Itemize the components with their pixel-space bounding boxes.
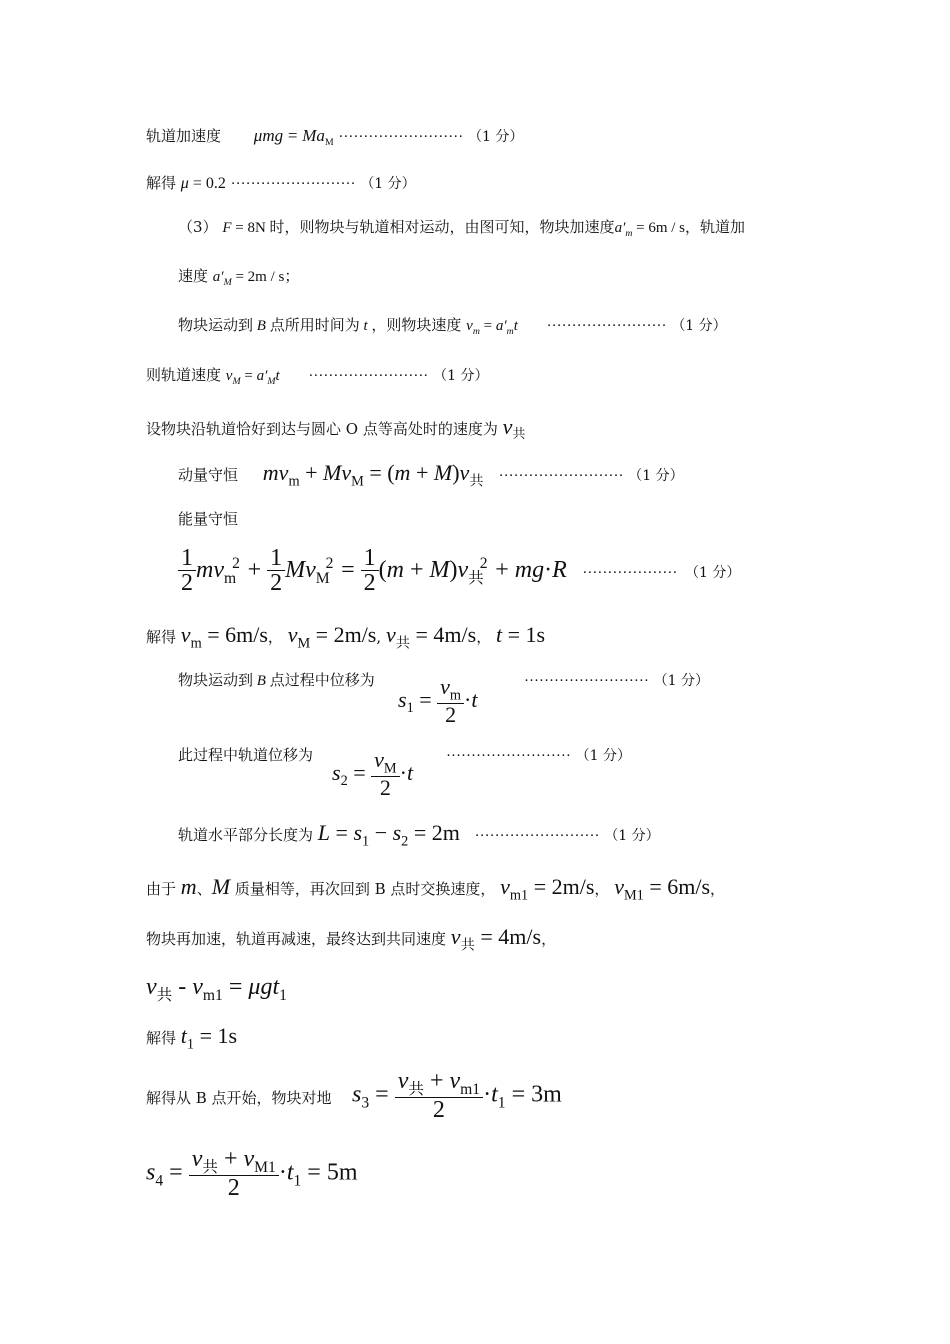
points: （1 分） [575,748,632,764]
points-row-s2 [446,748,631,764]
formula: μmg [253,126,284,145]
line-friction-eq: $v_共 - v_{m1} = \mu gt_1$ [146,974,287,1004]
formula-s2: $s_2$ = $\frac{v_M}{2}$ ·t [332,747,414,800]
leader-dots: ··················· [582,565,678,581]
leader-dots: ························· [498,468,624,484]
points: （1 分） [684,565,741,581]
line-block-velocity: 物块运动到 B 点所用时间为 t ，则物块速度 $v_m = a'_mt$ ························ （1 分） [178,316,727,337]
line-t1-result: 解得 $t_1 = 1s$ [146,1023,238,1053]
line-energy-formula: $\frac{1}{2}$ $mv_m^2$ + $\frac{1}{2}$ $Mv_M^2$ = $\frac{1}{2}$ $(m + M)v_共^2 + mg\cdot R$ ··················· （1 分） [178,546,740,595]
momentum-formula: $mv_m + Mv_M = (m + M)v_共$ [262,460,484,490]
points: （1 分） [360,176,416,192]
line-final-common-velocity: 物块再加速，轨道再减速，最终达到共同速度 $v_共 = 4m/s$， [146,924,557,954]
leader-dots: ························· [446,748,571,764]
leader-dots: ························· [230,176,356,192]
line-momentum: 动量守恒 $mv_m + Mv_M = (m + M)v_共$ ························· （1 分） [178,460,684,490]
line-track-length: 轨道水平部分长度为 $L = s_1 - s_2 = 2m$ ························· （1 分） [178,820,660,850]
line-mu-result: 解得 μ = 0.2 ························· （1 分） [146,174,416,192]
line-track-displacement: 此过程中轨道位移为 [178,746,314,764]
line-block-displacement: 物块运动到 B 点过程中位移为 [178,671,375,689]
line-common-velocity-setup: 设物块沿轨道恰好到达与圆心 O 点等高处时的速度为 $v_共$ [146,414,526,442]
points: （1 分） [628,468,684,484]
points-row-s1 [524,673,709,689]
line-track-acceleration: 轨道加速度 $\mu mg = Ma_M$ ························· （1 分） [146,126,524,148]
formula-s1: $s_1$ = $\frac{v_m}{2}$ ·t [398,674,478,727]
formula-L: $L = s_1 - s_2 = 2m$ [317,820,460,850]
line-track-velocity: 则轨道速度 $v_M = a'_Mt$ ························ （1 分） [146,366,489,387]
formula-s4: $s_4$ = $\frac{v_共 + v_{M1}}{2}$ $\cdot t_1 = 5m$ [146,1146,358,1202]
leader-dots: ························· [524,673,649,689]
points: （1 分） [671,318,727,334]
leader-dots: ························ [308,368,429,384]
line-s3-label: 解得从 B 点开始，物块对地 [146,1089,332,1107]
formula-s3: $s_3$ = $\frac{v_共 + v_{m1}}{2}$ $\cdot t_1 = 3m$ [352,1068,562,1124]
line-velocities-result: 解得 $v_m = 6m/s$， $v_M = 2m/s$, $v_共 = 4m/s$， t = 1s [146,622,546,652]
line-part3: （3） F = 8N 时，则物块与轨道相对运动，由图可知，物块加速度$a'_m = 6m / s$，轨道加 [178,218,746,239]
leader-dots: ························ [546,318,667,334]
points: （1 分） [468,129,524,145]
points: （1 分） [433,368,489,384]
line-velocity-exchange: 由于 m、M 质量相等，再次回到 B 点时交换速度， $v_{m1} = 2m/s$， $v_{M1} = 6m/s$， [146,874,726,904]
line-track-accel: 速度 $a'_M = 2m / s$； [178,267,300,288]
label-text: 轨道加速度 [146,127,222,145]
leader-dots: ························· [338,129,464,145]
points: （1 分） [653,673,710,689]
points: （1 分） [604,828,660,844]
line-energy-label: 能量守恒 [178,510,239,528]
leader-dots: ························· [474,828,600,844]
